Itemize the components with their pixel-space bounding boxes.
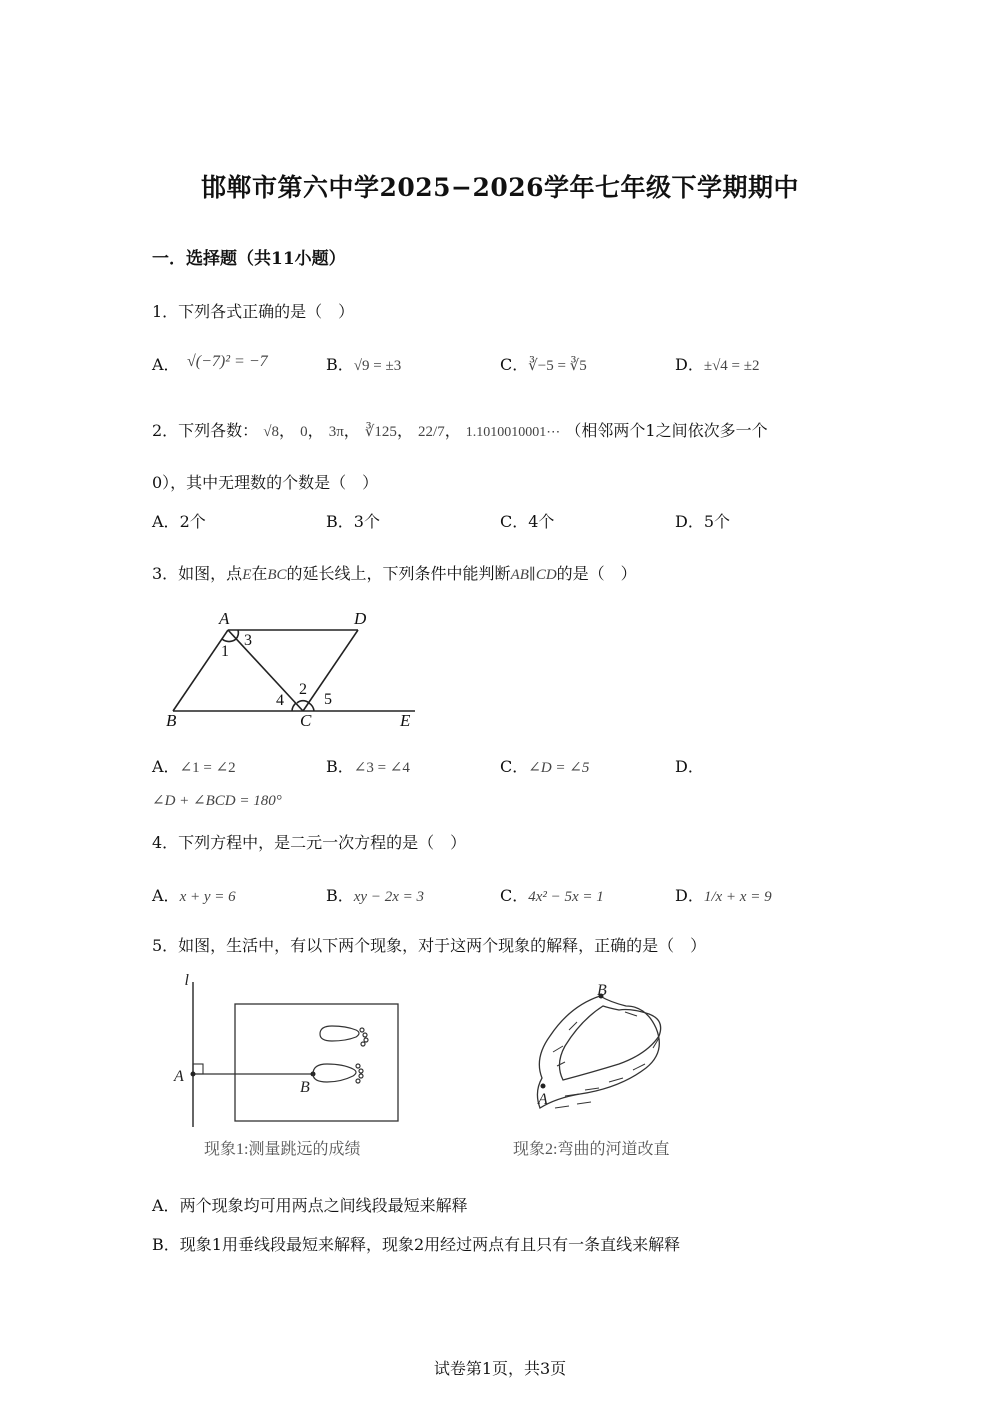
option-math: 4x² − 5x = 1 <box>528 889 604 905</box>
option-text: 5个 <box>703 512 731 531</box>
angle-arc-4 <box>292 703 296 711</box>
q2-item: 0 <box>300 424 308 440</box>
q3-option-d <box>152 790 282 810</box>
option-label: A． <box>152 1196 180 1215</box>
q2-option-d <box>675 509 730 532</box>
q3-stem-pre: 3．如图，点 <box>152 564 243 583</box>
q3-point: E <box>242 567 252 583</box>
option-math: √9 = ±3 <box>353 358 402 374</box>
option-label: D． <box>675 512 704 531</box>
option-text: 现象1用垂线段最短来解释，现象2用经过两点有且只有一条直线来解释 <box>179 1235 681 1254</box>
q2-option-c <box>500 509 554 532</box>
river-water-dashes <box>553 1012 659 1108</box>
angle-1: 1 <box>221 643 229 660</box>
angle-arc-2 <box>297 701 309 703</box>
label-b: B <box>166 711 177 730</box>
q1-option-a <box>152 352 295 376</box>
angle-5: 5 <box>324 691 332 708</box>
option-label: A． <box>152 886 180 905</box>
label-a: A <box>219 609 230 628</box>
option-text: 4个 <box>528 512 555 531</box>
q2-stem-line2: 0），其中无理数的个数是（ ） <box>152 473 379 492</box>
option-text: 3个 <box>353 512 380 531</box>
label-a: A <box>538 1091 548 1108</box>
caption-1: 现象1:测量跳远的成绩 <box>204 1141 361 1158</box>
option-math: ∠3 = ∠4 <box>353 760 410 776</box>
q1-option-a-math <box>185 342 295 376</box>
option-label: B． <box>326 757 354 776</box>
option-math: 1/x + x = 9 <box>703 889 772 905</box>
q2-item: 3π <box>328 424 344 440</box>
q5-option-a <box>152 1193 468 1216</box>
footprint-bottom <box>313 1064 363 1083</box>
option-label: C． <box>500 512 529 531</box>
label-c: C <box>300 711 312 730</box>
option-math: ∛−5 = ∛5 <box>528 358 587 374</box>
label-b: B <box>597 982 607 999</box>
page-footer: 试卷第1页，共3页 <box>433 1359 567 1378</box>
q5-option-b <box>152 1232 680 1255</box>
page-title: 邯郸市第六中学2025−2026学年七年级下学期期中 <box>200 173 800 202</box>
caption-2: 现象2:弯曲的河道改直 <box>513 1141 670 1158</box>
option-label: D． <box>675 886 704 905</box>
option-text: 2个 <box>179 512 206 531</box>
option-label: A． <box>152 512 180 531</box>
q3-stem <box>152 561 637 584</box>
option-label: B． <box>152 1235 180 1254</box>
q3-stem-post: 的是（ ） <box>556 564 637 583</box>
q3-option-d-label: D． <box>675 757 704 776</box>
label-d: D <box>354 609 367 628</box>
q2-stem-post: （相邻两个1之间依次多一个 <box>565 421 768 440</box>
q2-option-b <box>326 509 380 532</box>
q2-stem-pre: 2．下列各数： <box>152 421 259 440</box>
line-ac <box>228 630 303 711</box>
option-label: D． <box>675 355 704 374</box>
q2-stem-line1: 2．下列各数： √8， 0， 3π， ∛125， 22/7， 1.1010010001⋯ （相邻两个1之间依次多一个 <box>152 421 768 440</box>
label-e: E <box>400 711 411 730</box>
option-math: ±√4 = ±2 <box>703 358 760 374</box>
footprint-top <box>320 1026 368 1046</box>
q3-seg: BC <box>267 567 287 583</box>
label-l: l <box>184 972 189 989</box>
q3-option-c <box>500 754 589 777</box>
q4-option-c <box>500 883 604 906</box>
q3-stem-mid1: 在 <box>251 564 268 583</box>
section-heading: 一．选择题（共11小题） <box>152 249 346 269</box>
option-math: ∠1 = ∠2 <box>179 760 236 776</box>
option-label: C． <box>500 757 529 776</box>
sandpit-rect <box>235 1004 398 1121</box>
q3-figure <box>160 604 430 734</box>
option-label: B． <box>326 512 354 531</box>
q3-option-a <box>152 754 236 777</box>
angle-arc-1 <box>222 639 236 642</box>
option-label: C． <box>500 355 529 374</box>
label-a: A <box>174 1068 184 1085</box>
option-label: C． <box>500 886 529 905</box>
q4-option-b <box>326 883 424 906</box>
angle-2: 2 <box>299 681 307 698</box>
angle-3: 3 <box>244 632 252 649</box>
q4-option-a <box>152 883 236 906</box>
q1-stem: 1．下列各式正确的是（ ） <box>152 302 355 321</box>
option-label: B． <box>326 886 354 905</box>
option-label: A． <box>152 757 180 776</box>
q2-item: √8 <box>263 424 280 440</box>
point-a <box>541 1084 546 1089</box>
option-math: ∠D = ∠5 <box>528 760 590 776</box>
option-text: 两个现象均可用两点之间线段最短来解释 <box>179 1196 468 1215</box>
angle-4: 4 <box>276 692 284 709</box>
option-math: xy − 2x = 3 <box>353 889 424 905</box>
option-math: ∠D + ∠BCD = 180° <box>152 793 282 809</box>
q5-figure-2 <box>505 978 705 1164</box>
q3-stem-mid2: 的延长线上，下列条件中能判断 <box>286 564 511 583</box>
q2-option-a <box>152 509 206 532</box>
q1-option-c <box>500 352 587 375</box>
q2-item: ∛125 <box>364 424 397 440</box>
angle-arc-5 <box>309 703 314 711</box>
option-label: B． <box>326 355 354 374</box>
point-a <box>191 1072 196 1077</box>
angle-arc-3 <box>236 630 238 639</box>
q4-option-d <box>675 883 772 906</box>
line-ab <box>173 630 228 711</box>
q1-option-a-text: √(−7)² = −7 <box>186 352 268 370</box>
q2-item: 22/7 <box>418 424 445 440</box>
q4-stem: 4．下列方程中，是二元一次方程的是（ ） <box>152 833 467 852</box>
option-label: A． <box>152 355 180 374</box>
option-math: x + y = 6 <box>179 889 236 905</box>
q2-item: 1.1010010001⋯ <box>465 425 561 440</box>
q5-stem: 5．如图，生活中，有以下两个现象，对于这两个现象的解释，正确的是（ ） <box>152 936 707 955</box>
q5-figure-1 <box>170 972 410 1162</box>
q3-rel: AB∥CD <box>510 567 557 583</box>
label-b: B <box>300 1079 310 1096</box>
river-banks <box>537 996 660 1108</box>
q1-option-b <box>326 352 401 375</box>
q3-option-b <box>326 754 410 777</box>
q1-option-d <box>675 352 760 375</box>
